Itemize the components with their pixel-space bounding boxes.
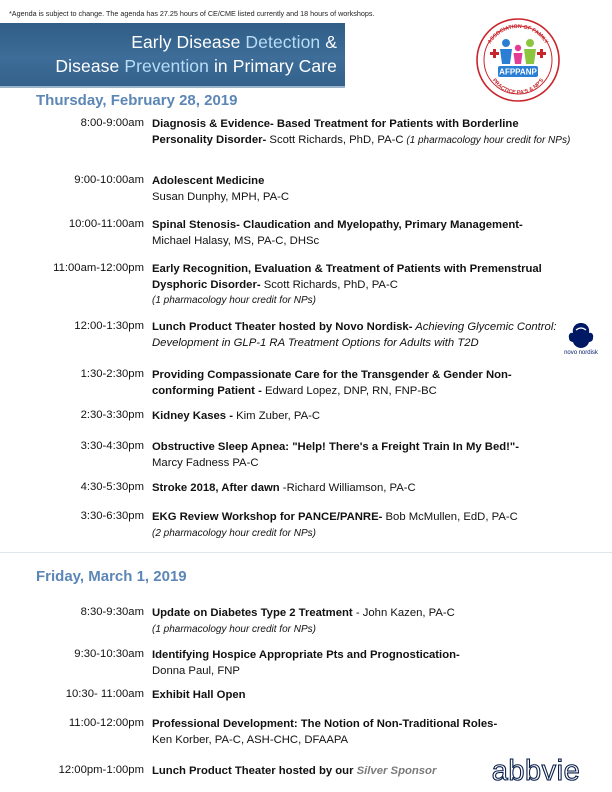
session-description: [152, 717, 572, 748]
session-description: [152, 606, 572, 637]
session-credit: (1 pharmacology hour credit for NPs): [152, 295, 316, 306]
session-speaker: Scott Richards, PhD, PA-C: [260, 278, 398, 291]
day-divider: [0, 552, 612, 553]
banner-highlight: Detection: [245, 32, 321, 52]
abbvie-logo: [468, 757, 604, 785]
session-description: [152, 117, 572, 148]
session-speaker: Michael Halasy, MS, PA-C, DHSc: [152, 234, 320, 247]
session-time: 11:00am-12:00pm: [53, 262, 144, 274]
session-speaker: Kim Zuber, PA-C: [233, 410, 321, 422]
session-time: 10:00-11:00am: [68, 218, 144, 230]
session-speaker: Susan Dunphy, MPH, PA-C: [152, 190, 290, 203]
session-description: [152, 368, 572, 399]
banner-line-1: [131, 32, 337, 53]
banner-text: in Primary Care: [208, 56, 337, 76]
silver-sponsor-label: Silver Sponsor: [356, 765, 437, 777]
session-title: Update on Diabetes Type 2 Treatment: [152, 607, 353, 619]
session-time: 2:30-3:30pm: [80, 409, 144, 421]
session-topic: Achieving Glycemic Control: Development in GLP-1 RA Treatment Options for Adults with T2D: [152, 321, 557, 349]
title-banner: [0, 23, 345, 86]
session-time: 12:00-1:30pm: [74, 320, 144, 332]
banner-line-2: [55, 56, 337, 77]
session-description: [152, 440, 572, 471]
session-speaker: Edward Lopez, DNP, RN, FNP-BC: [261, 384, 437, 397]
session-description: [152, 481, 572, 497]
session-title: Identifying Hospice Appropriate Pts and Prognostication-: [152, 649, 460, 661]
session-time: 10:30- 11:00am: [65, 688, 144, 700]
session-credit: (1 pharmacology hour credit for NPs): [152, 623, 316, 635]
abbvie-wordmark: abbvie: [491, 757, 581, 785]
session-description: [152, 648, 572, 679]
session-time: 3:30-4:30pm: [80, 440, 144, 452]
session-description: [152, 218, 572, 249]
session-title: Kidney Kases -: [152, 410, 233, 422]
session-speaker: Donna Paul, FNP: [152, 664, 240, 677]
banner-text: Early Disease: [131, 32, 246, 52]
logo-bottom-text: PRACTICE PA'S & NP'S: [490, 77, 546, 97]
session-time: 1:30-2:30pm: [80, 368, 144, 380]
session-description: [152, 262, 572, 309]
session-time: 9:30-10:30am: [74, 648, 144, 660]
session-time: 8:30-9:30am: [80, 606, 144, 618]
apis-bull-icon: [569, 323, 593, 348]
session-title: Providing Compassionate Care for the Transgender & Gender Non-conforming Patient -: [152, 369, 512, 397]
session-time: 3:30-6:30pm: [80, 510, 144, 522]
session-description: [152, 688, 572, 704]
banner-text: Disease: [55, 56, 125, 76]
session-title: Professional Development: The Notion of Non-Traditional Roles-: [152, 718, 498, 730]
session-title: Obstructive Sleep Apnea: "Help! There's a Freight Train In My Bed!"-: [152, 441, 520, 453]
session-title: Early Recognition, Evaluation & Treatment of Patients with Premenstrual Dysphoric Disorder-: [152, 263, 542, 291]
session-title: Lunch Product Theater hosted by Novo Nordisk-: [152, 321, 413, 333]
session-time: 8:00-9:00am: [80, 117, 144, 129]
session-title: EKG Review Workshop for PANCE/PANRE-: [152, 511, 383, 523]
svg-text:novonordisk: [564, 350, 599, 356]
novo-text: novo: [564, 350, 578, 356]
novo-nordisk-logo: [556, 320, 606, 358]
session-title: Diagnosis & Evidence- Based Treatment for Patients with Borderline Personality Disorder-: [152, 118, 519, 146]
nordisk-text: nordisk: [578, 350, 598, 356]
session-speaker: Scott Richards, PhD, PA-C: [266, 133, 404, 146]
session-speaker: Marcy Fadness PA-C: [152, 456, 259, 469]
logo-top-text: ASSOCIATION OF FAMILY: [486, 23, 550, 46]
session-title: Lunch Product Theater hosted by our: [152, 765, 357, 777]
banner-text: &: [320, 32, 337, 52]
agenda-disclaimer: *Agenda is subject to change. The agenda has 27.25 hours of CE/CME listed currently and 18 hours of workshops.: [9, 9, 375, 18]
session-title: Spinal Stenosis- Claudication and Myelopathy, Primary Management-: [152, 219, 523, 231]
session-time: 9:00-10:00am: [74, 174, 144, 186]
session-speaker: -Richard Williamson, PA-C: [279, 482, 416, 494]
session-time: 12:00pm-1:00pm: [58, 764, 144, 776]
session-time: 11:00-12:00pm: [68, 717, 144, 729]
session-speaker: Bob McMullen, EdD, PA-C: [382, 511, 518, 523]
session-description: [152, 510, 572, 541]
afppanp-logo: [476, 18, 560, 102]
session-description: [152, 320, 560, 351]
logo-acronym: AFPPANP: [499, 67, 537, 77]
session-time: 4:30-5:30pm: [80, 481, 144, 493]
day-heading-thursday: Thursday, February 28, 2019: [36, 92, 238, 109]
session-credit: (1 pharmacology hour credit for NPs): [403, 134, 571, 146]
session-title: Exhibit Hall Open: [152, 689, 246, 701]
session-title: Stroke 2018, After dawn: [152, 482, 280, 494]
banner-highlight: Prevention: [124, 56, 209, 76]
day-heading-friday: Friday, March 1, 2019: [36, 568, 187, 585]
session-speaker: - John Kazen, PA-C: [352, 607, 455, 619]
session-description: [152, 764, 462, 780]
session-speaker: Ken Korber, PA-C, ASH-CHC, DFAAPA: [152, 733, 349, 746]
session-description: [152, 174, 572, 205]
session-description: [152, 409, 572, 425]
session-title: Adolescent Medicine: [152, 175, 265, 187]
session-credit: (2 pharmacology hour credit for NPs): [152, 527, 316, 539]
